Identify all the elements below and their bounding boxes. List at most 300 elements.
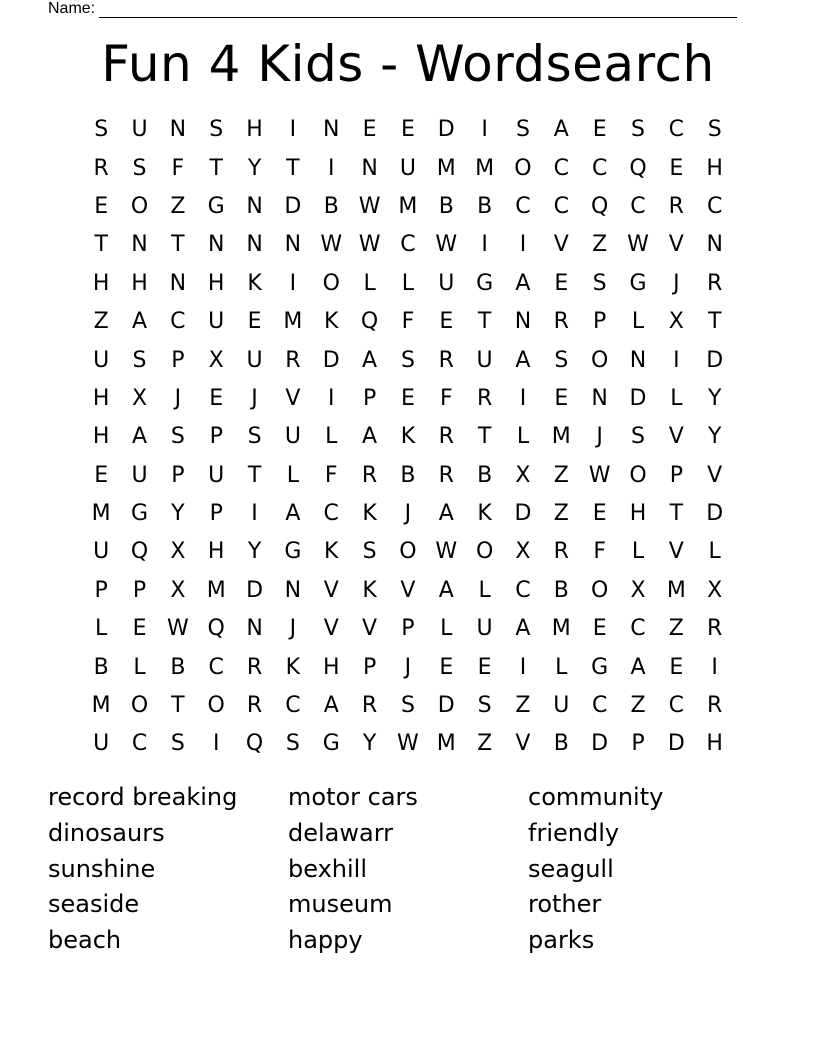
grid-cell[interactable]: C (591, 693, 608, 719)
grid-cell[interactable]: B (438, 193, 454, 219)
grid-cell[interactable]: M (91, 693, 111, 719)
grid-cell[interactable]: L (631, 309, 645, 335)
grid-cell[interactable]: I (519, 385, 527, 411)
grid-cell[interactable]: O (322, 270, 340, 296)
grid-cell[interactable]: W (166, 616, 189, 642)
grid-cell[interactable]: C (668, 693, 685, 719)
grid-cell[interactable]: L (516, 424, 530, 450)
grid-cell[interactable]: E (554, 385, 569, 411)
grid-cell[interactable]: E (247, 309, 262, 335)
grid-cell[interactable]: I (481, 117, 488, 143)
grid-cell[interactable]: L (478, 577, 491, 603)
grid-cell[interactable]: V (323, 577, 339, 603)
grid-cell[interactable]: G (476, 270, 494, 296)
grid-cell[interactable]: K (362, 577, 377, 603)
grid-cell[interactable]: A (438, 577, 454, 603)
grid-cell[interactable]: S (592, 270, 607, 296)
grid-cell[interactable]: P (669, 462, 683, 488)
grid-cell[interactable]: U (476, 616, 493, 642)
grid-cell[interactable]: A (362, 347, 378, 373)
grid-cell[interactable]: I (673, 347, 680, 373)
grid-cell[interactable]: M (91, 501, 111, 527)
grid-cell[interactable]: M (398, 193, 418, 219)
grid-cell[interactable]: C (285, 693, 301, 719)
grid-cell[interactable]: X (170, 577, 186, 603)
grid-cell[interactable]: F (439, 385, 453, 411)
grid-cell[interactable]: G (284, 539, 302, 565)
grid-cell[interactable]: U (476, 347, 493, 373)
grid-cell[interactable]: J (673, 270, 680, 296)
grid-cell[interactable]: C (323, 501, 339, 527)
grid-cell[interactable]: X (131, 385, 148, 411)
grid-cell[interactable]: P (362, 654, 377, 680)
grid-cell[interactable]: I (519, 654, 527, 680)
grid-cell[interactable]: B (477, 193, 493, 219)
grid-cell[interactable]: A (285, 501, 301, 527)
grid-cell[interactable]: K (324, 539, 339, 565)
grid-cell[interactable]: I (289, 270, 297, 296)
grid-cell[interactable]: O (590, 577, 609, 603)
grid-cell[interactable]: H (92, 270, 110, 296)
grid-cell[interactable]: P (362, 385, 377, 411)
grid-row (82, 648, 734, 686)
grid-cell[interactable]: N (591, 385, 608, 411)
grid-cell[interactable]: T (707, 309, 722, 335)
grid-cell[interactable]: E (439, 654, 454, 680)
grid-cell[interactable]: A (515, 616, 531, 642)
grid-cell[interactable]: R (361, 462, 378, 488)
grid-cell[interactable]: R (553, 309, 569, 335)
grid-cell[interactable]: C (553, 155, 569, 181)
grid-cell[interactable]: C (170, 309, 186, 335)
grid-cell[interactable]: T (94, 232, 108, 258)
grid-cell[interactable]: T (209, 155, 223, 181)
grid-cell[interactable]: I (289, 117, 297, 143)
grid-cell[interactable]: O (514, 155, 532, 181)
grid-cell[interactable]: I (711, 654, 718, 680)
grid-cell[interactable]: N (246, 616, 263, 642)
grid-cell[interactable]: B (93, 654, 109, 680)
grid-cell[interactable]: A (515, 270, 531, 296)
grid-cell[interactable]: H (706, 731, 723, 757)
grid-cell[interactable]: D (706, 347, 724, 373)
grid-cell[interactable]: R (438, 462, 454, 488)
word-list-item: beach (48, 926, 122, 955)
grid-cell[interactable]: G (591, 654, 609, 680)
grid-cell[interactable]: M (206, 577, 226, 603)
grid-cell[interactable]: S (209, 117, 224, 143)
grid-cell[interactable]: J (289, 616, 297, 642)
grid-cell[interactable]: M (436, 731, 456, 757)
grid-cell[interactable]: P (593, 309, 607, 335)
grid-cell[interactable]: Q (245, 731, 264, 757)
grid-cell[interactable]: L (708, 539, 721, 565)
grid-cell[interactable]: R (553, 539, 569, 565)
grid-cell[interactable]: E (477, 654, 492, 680)
grid-cell[interactable]: S (362, 539, 377, 565)
grid-cell[interactable]: I (481, 232, 488, 258)
grid-cell[interactable]: A (553, 117, 569, 143)
grid-cell[interactable]: S (400, 347, 415, 373)
grid-cell[interactable]: E (669, 155, 684, 181)
grid-cell[interactable]: L (95, 616, 108, 642)
grid-cell[interactable]: N (323, 117, 340, 143)
grid-cell[interactable]: Q (629, 155, 647, 181)
grid-cell[interactable]: Y (707, 424, 722, 450)
grid-cell[interactable]: C (515, 193, 531, 219)
grid-cell[interactable]: V (707, 462, 723, 488)
grid-cell[interactable]: E (439, 309, 454, 335)
grid-cell[interactable]: O (475, 539, 494, 565)
grid-cell[interactable]: S (477, 693, 492, 719)
grid-cell[interactable]: Z (592, 232, 608, 258)
grid-cell[interactable]: U (399, 155, 416, 181)
grid-cell[interactable]: S (285, 731, 300, 757)
grid-cell[interactable]: Z (170, 193, 186, 219)
grid-cell[interactable]: H (207, 270, 225, 296)
grid-cell[interactable]: N (169, 270, 187, 296)
grid-cell[interactable]: J (404, 501, 412, 527)
grid-cell[interactable]: H (92, 424, 110, 450)
grid-cell[interactable]: O (207, 693, 225, 719)
grid-cell[interactable]: C (553, 193, 569, 219)
grid-cell[interactable]: X (208, 347, 224, 373)
grid-cell[interactable]: N (706, 232, 723, 258)
grid-cell[interactable]: N (131, 232, 148, 258)
grid-cell[interactable]: S (707, 117, 722, 143)
grid-cell[interactable]: L (325, 424, 338, 450)
grid-cell[interactable]: E (94, 193, 109, 219)
grid-cell[interactable]: H (629, 501, 647, 527)
grid-cell[interactable]: R (438, 347, 454, 373)
grid-cell[interactable]: L (401, 270, 415, 296)
grid-cell[interactable]: N (169, 117, 187, 143)
grid-cell[interactable]: H (322, 654, 340, 680)
grid-cell[interactable]: T (286, 155, 300, 181)
grid-cell[interactable]: D (246, 577, 264, 603)
grid-cell[interactable]: W (397, 731, 419, 757)
grid-cell[interactable]: G (130, 501, 149, 527)
grid-cell[interactable]: P (631, 731, 645, 757)
grid-cell[interactable]: U (208, 462, 225, 488)
grid-cell[interactable]: I (327, 155, 335, 181)
grid-cell[interactable]: U (93, 347, 110, 373)
name-underline[interactable] (99, 3, 737, 18)
grid-cell[interactable]: S (132, 347, 147, 373)
grid-cell[interactable]: R (285, 347, 301, 373)
grid-cell[interactable]: W (588, 462, 611, 488)
grid-cell[interactable]: Y (247, 155, 262, 181)
grid-cell[interactable]: C (706, 193, 723, 219)
grid-cell[interactable]: K (400, 424, 416, 450)
grid-cell[interactable]: C (515, 577, 531, 603)
grid-cell[interactable]: W (435, 539, 458, 565)
grid-cell[interactable]: X (668, 309, 684, 335)
grid-cell[interactable]: Y (171, 501, 185, 527)
grid-cell[interactable]: H (246, 117, 263, 143)
grid-cell[interactable]: P (132, 577, 147, 603)
grid-cell[interactable]: U (246, 347, 263, 373)
grid-cell[interactable]: H (131, 270, 148, 296)
grid-cell[interactable]: E (209, 385, 224, 411)
grid-cell[interactable]: Z (477, 731, 493, 757)
grid-cell[interactable]: L (363, 270, 376, 296)
grid-cell[interactable]: U (93, 539, 110, 565)
grid-cell[interactable]: K (362, 501, 377, 527)
grid-cell[interactable]: T (477, 309, 492, 335)
grid-cell[interactable]: N (514, 309, 532, 335)
grid-cell[interactable]: W (358, 232, 381, 258)
grid-cell[interactable]: A (323, 693, 339, 719)
grid-row (82, 380, 734, 418)
name-label: Name: (48, 0, 96, 17)
grid-cell[interactable]: P (401, 616, 415, 642)
grid-cell[interactable]: D (437, 117, 455, 143)
grid-cell[interactable]: E (132, 616, 147, 642)
grid-cell[interactable]: S (631, 424, 645, 450)
grid-cell[interactable]: X (707, 577, 723, 603)
grid-cell[interactable]: K (477, 501, 492, 527)
grid-cell[interactable]: P (209, 424, 223, 450)
grid-cell[interactable]: E (362, 117, 377, 143)
grid-cell[interactable]: I (212, 731, 220, 757)
grid-cell[interactable]: J (596, 424, 603, 450)
grid-cell[interactable]: Z (515, 693, 531, 719)
grid-cell[interactable]: T (669, 501, 684, 527)
grid-cell[interactable]: N (246, 232, 263, 258)
grid-cell[interactable]: A (630, 654, 646, 680)
grid-cell[interactable]: V (668, 539, 684, 565)
grid-cell[interactable]: E (592, 501, 607, 527)
word-column-2 (288, 780, 418, 959)
grid-cell[interactable]: L (440, 616, 453, 642)
grid-cell[interactable]: R (361, 693, 378, 719)
grid-cell[interactable]: R (246, 693, 263, 719)
grid-cell[interactable]: M (283, 309, 303, 335)
grid-cell[interactable]: X (515, 539, 531, 565)
grid-cell[interactable]: W (358, 193, 381, 219)
grid-cell[interactable]: H (92, 385, 110, 411)
grid-cell[interactable]: S (631, 117, 645, 143)
grid-cell[interactable]: V (285, 385, 301, 411)
grid-cell[interactable]: M (475, 155, 495, 181)
grid-cell[interactable]: K (247, 270, 262, 296)
grid-cell[interactable]: Y (707, 385, 722, 411)
grid-cell[interactable]: O (130, 693, 149, 719)
grid-cell[interactable]: T (247, 462, 262, 488)
grid-row (82, 533, 734, 571)
grid-cell[interactable]: U (553, 693, 570, 719)
grid-cell[interactable]: E (592, 616, 607, 642)
grid-cell[interactable]: F (401, 309, 415, 335)
grid-cell[interactable]: E (400, 117, 415, 143)
grid-cell[interactable]: A (362, 424, 378, 450)
grid-cell[interactable]: V (323, 616, 339, 642)
grid-cell[interactable]: U (284, 424, 301, 450)
grid-cell[interactable]: O (399, 539, 417, 565)
grid-cell[interactable]: B (553, 577, 569, 603)
grid-cell[interactable]: S (247, 424, 262, 450)
grid-cell[interactable]: B (400, 462, 416, 488)
grid-cell[interactable]: S (170, 424, 185, 450)
grid-cell[interactable]: B (170, 654, 186, 680)
grid-cell[interactable]: K (324, 309, 339, 335)
grid-cell[interactable]: A (131, 309, 148, 335)
grid-cell[interactable]: S (554, 347, 569, 373)
grid-cell[interactable]: T (171, 693, 185, 719)
grid-cell[interactable]: W (627, 232, 649, 258)
grid-cell[interactable]: E (554, 270, 569, 296)
grid-cell[interactable]: S (400, 693, 415, 719)
grid-cell[interactable]: O (130, 193, 149, 219)
grid-cell[interactable]: V (668, 232, 684, 258)
grid-cell[interactable]: A (131, 424, 148, 450)
grid-cell[interactable]: E (669, 654, 684, 680)
grid-cell[interactable]: G (207, 193, 225, 219)
grid-cell[interactable]: R (246, 654, 263, 680)
grid-cell[interactable]: L (631, 539, 645, 565)
grid-cell[interactable]: L (286, 462, 300, 488)
grid-cell[interactable]: N (284, 577, 302, 603)
grid-cell[interactable]: D (437, 693, 455, 719)
grid-cell[interactable]: Y (362, 731, 377, 757)
grid-cell[interactable]: N (246, 193, 263, 219)
grid-cell[interactable]: G (322, 731, 340, 757)
grid-cell[interactable]: B (323, 193, 339, 219)
grid-cell[interactable]: D (514, 501, 532, 527)
grid-cell[interactable]: C (400, 232, 416, 258)
grid-cell[interactable]: X (630, 577, 646, 603)
grid-cell[interactable]: P (209, 501, 223, 527)
grid-cell[interactable]: C (131, 731, 148, 757)
grid-cell[interactable]: V (668, 424, 684, 450)
grid-cell[interactable]: C (591, 155, 608, 181)
grid-cell[interactable]: S (94, 117, 109, 143)
grid-cell[interactable]: D (322, 347, 340, 373)
grid-cell[interactable]: O (590, 347, 609, 373)
grid-cell[interactable]: W (435, 232, 458, 258)
grid-cell[interactable]: E (400, 385, 415, 411)
grid-cell[interactable]: J (251, 385, 258, 411)
grid-cell[interactable]: P (171, 462, 185, 488)
grid-row (82, 495, 734, 533)
grid-cell[interactable]: F (593, 539, 606, 565)
grid-cell[interactable]: R (438, 424, 454, 450)
grid-cell[interactable]: Q (590, 193, 609, 219)
grid-cell[interactable]: C (630, 193, 646, 219)
grid-cell[interactable]: U (438, 270, 455, 296)
grid-cell[interactable]: V (400, 577, 416, 603)
grid-cell[interactable]: R (668, 193, 684, 219)
grid-cell[interactable]: J (174, 385, 182, 411)
grid-cell[interactable]: U (131, 462, 148, 488)
grid-cell[interactable]: Q (360, 309, 379, 335)
grid-cell[interactable]: E (592, 117, 607, 143)
grid-cell[interactable]: R (476, 385, 493, 411)
grid-cell[interactable]: V (362, 616, 378, 642)
grid-cell[interactable]: F (171, 155, 185, 181)
grid-cell[interactable]: H (706, 155, 723, 181)
grid-cell[interactable]: D (629, 385, 647, 411)
grid-cell[interactable]: N (629, 347, 647, 373)
grid-cell[interactable]: V (553, 232, 569, 258)
grid-cell[interactable]: Q (130, 539, 149, 565)
grid-cell[interactable]: R (707, 270, 723, 296)
grid-cell[interactable]: Z (93, 309, 109, 335)
grid-cell[interactable]: S (170, 731, 185, 757)
grid-cell[interactable]: U (93, 731, 110, 757)
grid-cell[interactable]: T (477, 424, 492, 450)
grid-cell[interactable]: D (706, 501, 724, 527)
grid-cell[interactable]: D (591, 731, 609, 757)
grid-cell[interactable]: A (515, 347, 531, 373)
grid-cell[interactable]: N (284, 232, 302, 258)
grid-cell[interactable]: N (361, 155, 378, 181)
grid-cell[interactable]: X (515, 462, 531, 488)
grid-cell[interactable]: L (555, 654, 568, 680)
grid-cell[interactable]: B (477, 462, 493, 488)
grid-cell[interactable]: N (207, 232, 225, 258)
grid-cell[interactable]: P (94, 577, 108, 603)
grid-row (82, 687, 734, 725)
grid-cell[interactable]: Q (207, 616, 225, 642)
grid-cell[interactable]: I (327, 385, 335, 411)
grid-cell[interactable]: V (515, 731, 531, 757)
grid-cell[interactable]: S (132, 155, 147, 181)
grid-cell[interactable]: H (207, 539, 225, 565)
grid-cell[interactable]: I (519, 232, 527, 258)
grid-cell[interactable]: T (171, 232, 185, 258)
grid-cell[interactable]: C (668, 117, 685, 143)
grid-cell[interactable]: I (251, 501, 258, 527)
grid-cell[interactable]: W (320, 232, 343, 258)
grid-cell[interactable]: M (666, 577, 686, 603)
grid-cell[interactable]: S (515, 117, 530, 143)
grid-cell[interactable]: E (94, 462, 109, 488)
grid-cell[interactable]: K (285, 654, 301, 680)
grid-cell[interactable]: L (670, 385, 683, 411)
grid-row (82, 418, 734, 456)
grid-cell[interactable]: J (404, 654, 412, 680)
grid-cell[interactable]: D (667, 731, 685, 757)
grid-cell[interactable]: G (629, 270, 647, 296)
grid-cell[interactable]: R (707, 693, 723, 719)
grid-cell[interactable]: M (551, 424, 571, 450)
grid-cell[interactable]: X (170, 539, 186, 565)
grid-cell[interactable]: Z (553, 501, 569, 527)
name-field (48, 0, 737, 18)
grid-cell[interactable]: Z (630, 693, 646, 719)
grid-cell[interactable]: Z (553, 462, 569, 488)
grid-cell[interactable]: L (133, 654, 146, 680)
grid-cell[interactable]: A (438, 501, 454, 527)
grid-cell[interactable]: U (208, 309, 225, 335)
grid-cell[interactable]: Z (668, 616, 684, 642)
grid-cell[interactable]: P (171, 347, 185, 373)
grid-cell[interactable]: C (208, 654, 224, 680)
grid-cell[interactable]: O (629, 462, 647, 488)
grid-cell[interactable]: F (324, 462, 338, 488)
grid-cell[interactable]: M (551, 616, 571, 642)
grid-cell[interactable]: Y (247, 539, 262, 565)
grid-cell[interactable]: U (131, 117, 148, 143)
grid-cell[interactable]: B (553, 731, 569, 757)
grid-cell[interactable]: D (284, 193, 302, 219)
grid-cell[interactable]: R (93, 155, 109, 181)
grid-cell[interactable]: R (707, 616, 723, 642)
grid-cell[interactable]: C (630, 616, 646, 642)
grid-cell[interactable]: M (436, 155, 456, 181)
